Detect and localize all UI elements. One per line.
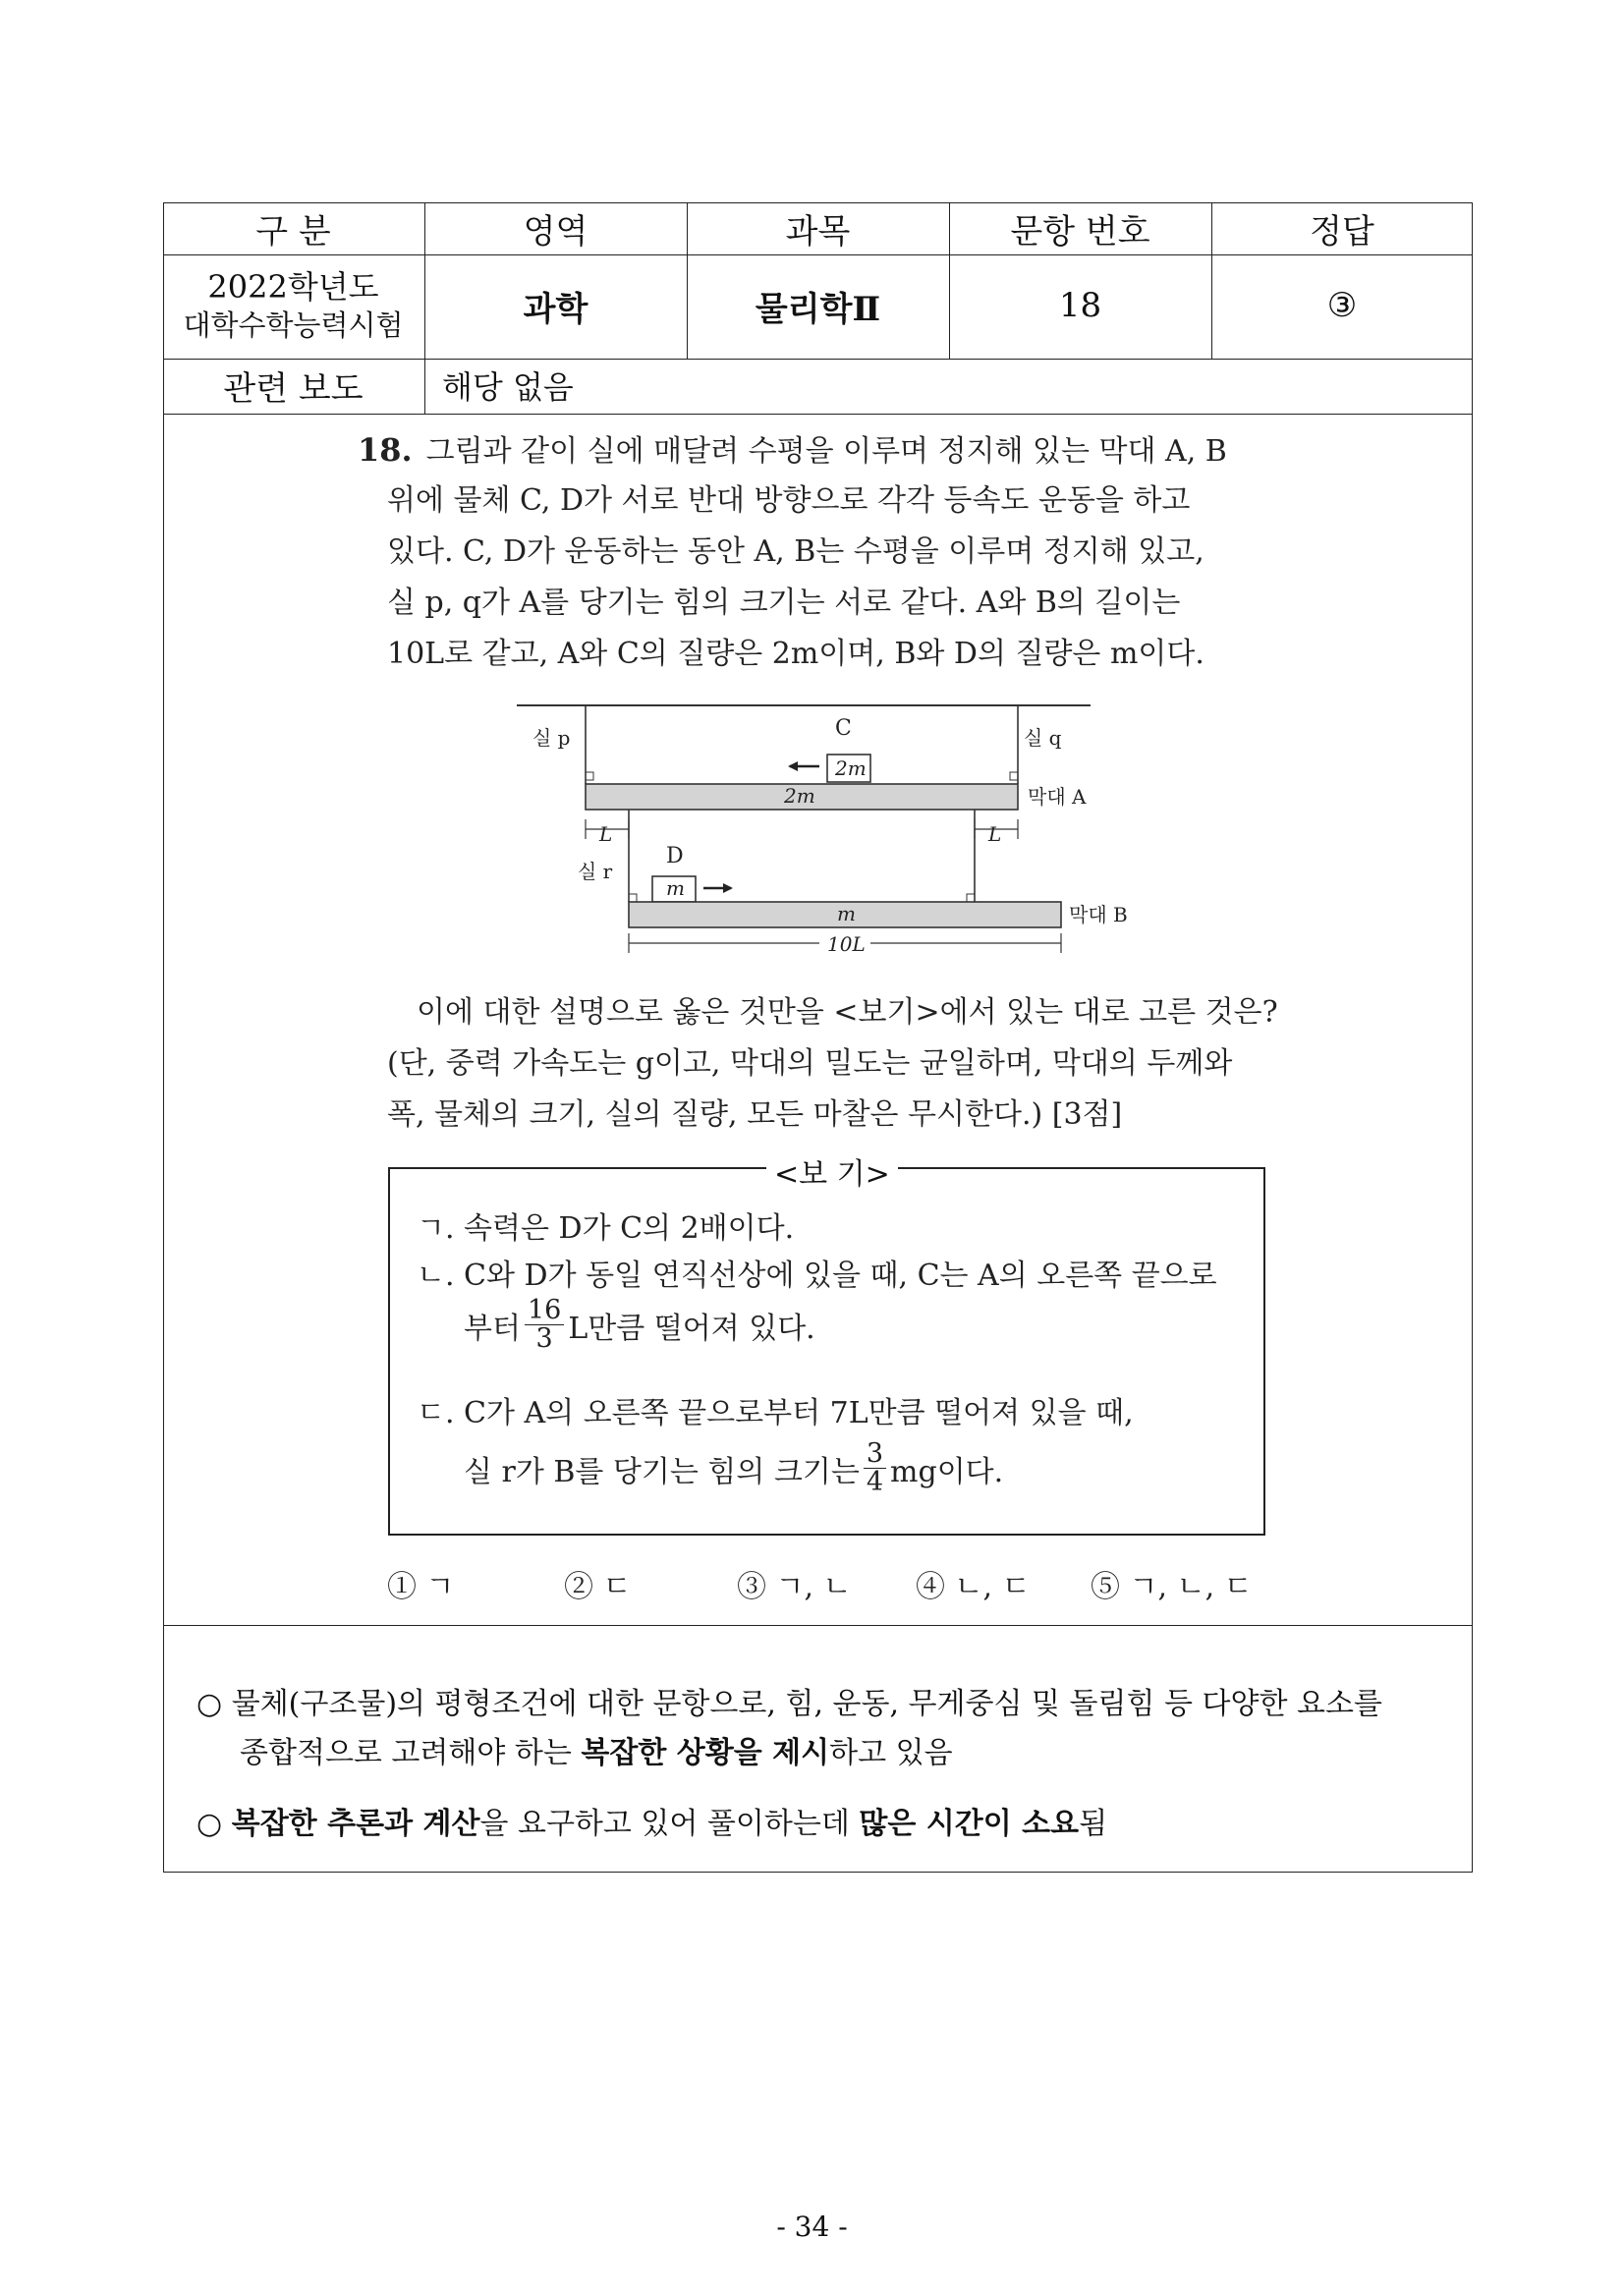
right-angle-mark: [1010, 772, 1018, 780]
stem-line-1: 이에 대한 설명으로 옳은 것만을 <보기>에서 있는 대로 고른 것은?: [417, 995, 1278, 1030]
header-question-number: 문항 번호: [1010, 211, 1150, 252]
area-value: 과학: [523, 289, 588, 329]
label-rod-a: 막대 A: [1028, 785, 1087, 809]
label-l-right: L: [988, 822, 1002, 846]
label-object-c: C: [835, 716, 852, 741]
header-subject: 과목: [785, 211, 851, 252]
question-line-3: 있다. C, D가 운동하는 동안 A, B는 수평을 이루며 정지해 있고,: [387, 534, 1204, 569]
label-10l: 10L: [827, 932, 866, 956]
fraction-16-3: $\frac{16}{3}$: [525, 1297, 564, 1353]
label-object-d: D: [666, 844, 684, 868]
arrow-d-head: [723, 883, 733, 893]
bogi-item-b-line1: ㄴ. C와 D가 동일 연직선상에 있을 때, C는 A의 오른쪽 끝으로: [417, 1259, 1217, 1293]
question-line-1: 18. 그림과 같이 실에 매달려 수평을 이루며 정지해 있는 막대 A, B: [358, 431, 1227, 469]
label-rod-b: 막대 B: [1069, 903, 1128, 926]
bogi-item-c-line1: ㄷ. C가 A의 오른쪽 끝으로부터 7L만큼 떨어져 있을 때,: [417, 1396, 1134, 1430]
row-divider: [164, 414, 1472, 415]
bogi-item-a: ㄱ. 속력은 D가 C의 2배이다.: [417, 1211, 795, 1246]
label-l-left: L: [599, 822, 613, 846]
subject-value: 물리학Ⅱ: [755, 289, 881, 329]
note-2: ○ 복잡한 추론과 계산을 요구하고 있어 풀이하는데 많은 시간이 소요됨: [196, 1807, 1108, 1841]
exam-name: [163, 253, 423, 358]
bogi-item-b-line2: 부터 $\frac{16}{3}$ L만큼 떨어져 있다.: [464, 1295, 815, 1354]
arrow-c-head: [788, 761, 798, 771]
header-category: 구 분: [255, 211, 331, 252]
bogi-title: <보 기>: [766, 1149, 898, 1193]
question-number: 18.: [358, 431, 413, 469]
header-area: 영역: [523, 211, 588, 252]
exam-title: 대학수학능력시험: [183, 308, 404, 342]
right-angle-mark: [586, 772, 593, 780]
question-number-value: 18: [1058, 286, 1102, 325]
row-divider: [164, 1625, 1472, 1626]
stem-line-2: (단, 중력 가속도는 g이고, 막대의 밀도는 균일하며, 막대의 두께와: [387, 1046, 1233, 1081]
choice-4: ④ ㄴ, ㄷ: [916, 1570, 1031, 1604]
rod-diagram: [511, 694, 1179, 969]
note-1-line-1: ○ 물체(구조물)의 평형조건에 대한 문항으로, 힘, 운동, 무게중심 및 돌림힘 등 다양한 요소를: [196, 1687, 1382, 1721]
question-line-2: 위에 물체 C, D가 서로 반대 방향으로 각각 등속도 운동을 하고: [387, 483, 1191, 518]
choice-1: ① ㄱ: [387, 1570, 455, 1604]
bogi-item-c-line2: 실 r가 B를 당기는 힘의 크기는 $\frac{3}{4}$ mg이다.: [464, 1438, 1004, 1497]
related-label: 관련 보도: [223, 368, 364, 409]
mass-c-label: 2m: [835, 756, 867, 780]
rod-b-mass: m: [837, 902, 856, 925]
question-line-4: 실 p, q가 A를 당기는 힘의 크기는 서로 같다. A와 B의 길이는: [387, 586, 1181, 620]
page-number: - 34 -: [776, 2211, 848, 2243]
header-answer: 정답: [1310, 211, 1374, 252]
fraction-3-4: $\frac{3}{4}$: [864, 1440, 886, 1496]
choice-3: ③ ㄱ, ㄴ: [737, 1570, 852, 1604]
label-string-q: 실 q: [1024, 726, 1062, 750]
rod-a-mass: 2m: [784, 784, 815, 808]
answer-value: ③: [1326, 286, 1358, 325]
label-string-p: 실 p: [532, 726, 571, 750]
exam-year: 2022학년도: [207, 268, 379, 306]
choice-5: ⑤ ㄱ, ㄴ, ㄷ: [1091, 1570, 1253, 1604]
label-string-r: 실 r: [578, 860, 613, 883]
choice-2: ② ㄷ: [564, 1570, 632, 1604]
mass-d-label: m: [666, 876, 685, 900]
note-1-line-2: 종합적으로 고려해야 하는 복잡한 상황을 제시하고 있음: [240, 1736, 953, 1770]
question-line-5: 10L로 같고, A와 C의 질량은 2m이며, B와 D의 질량은 m이다.: [387, 637, 1204, 671]
stem-line-3: 폭, 물체의 크기, 실의 질량, 모든 마찰은 무시한다.) [3점]: [387, 1097, 1123, 1132]
related-value: 해당 없음: [442, 368, 574, 406]
